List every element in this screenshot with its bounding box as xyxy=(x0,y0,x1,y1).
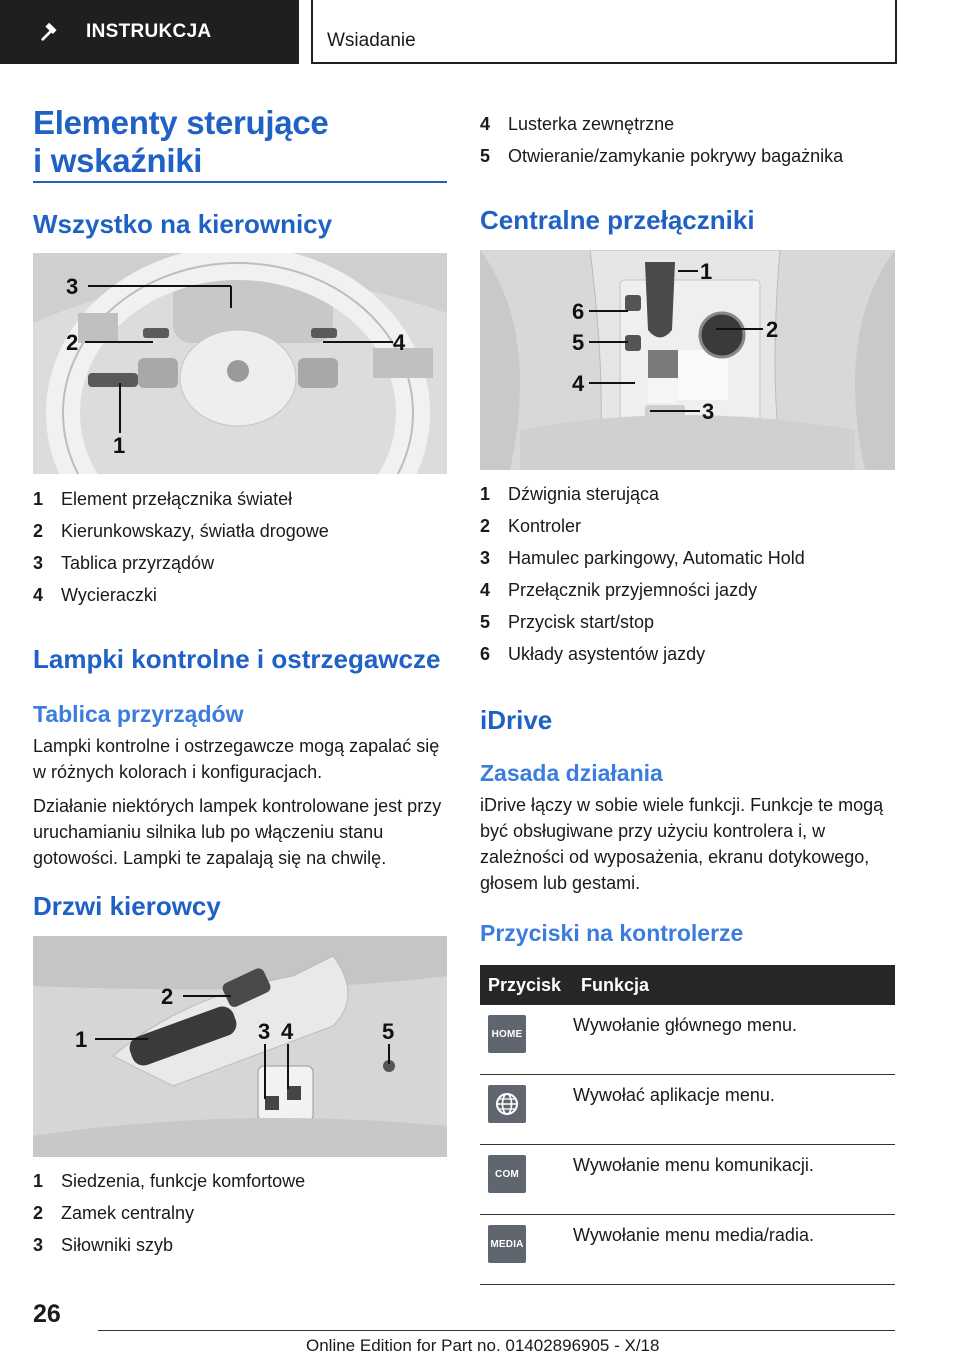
item-text: Układy asystentów jazdy xyxy=(508,644,706,664)
function-cell: Wywołać aplikacje menu. xyxy=(573,1075,895,1145)
center-console-photo xyxy=(480,250,895,470)
item-text: Wycieraczki xyxy=(61,585,157,605)
door-callout-3: 3 xyxy=(258,1019,271,1044)
page-title-line2: i wskaźniki xyxy=(33,142,203,179)
list-item xyxy=(480,144,843,176)
paragraph: iDrive łączy w sobie wiele funkcji. Funkcje te mogą być obsługiwane przy użyciu kontrolera i, w zależności od wyposażenia, ekranu dotykowego, głosem lub gestami. xyxy=(480,795,884,893)
console-callout-3: 3 xyxy=(702,399,715,424)
list-item xyxy=(33,551,329,583)
console-callout-5: 5 xyxy=(572,330,585,355)
item-text: Przełącznik przyjemności jazdy xyxy=(508,580,758,600)
steering-callout-4: 4 xyxy=(393,330,406,355)
table-header-row xyxy=(480,965,895,1005)
item-text: Otwieranie/zamykanie pokrywy bagażnika xyxy=(508,146,844,166)
instrument-subheading: Tablica przyrządów xyxy=(33,701,244,727)
table-row xyxy=(480,1005,895,1075)
steering-callout-3: 3 xyxy=(66,274,79,299)
item-number: 1 xyxy=(33,489,44,509)
item-text: Element przełącznika świateł xyxy=(61,489,293,509)
button-cell xyxy=(480,1005,573,1075)
apps-globe-icon xyxy=(488,1085,526,1123)
list-item xyxy=(33,487,329,519)
item-number: 6 xyxy=(480,644,491,664)
item-number: 3 xyxy=(33,553,44,573)
door-panel-photo xyxy=(33,936,447,1157)
principle-subheading: Zasada działania xyxy=(480,760,663,786)
button-cell xyxy=(480,1215,573,1285)
item-text: Kontroler xyxy=(508,516,582,536)
item-number: 3 xyxy=(33,1235,44,1255)
lamps-heading: Lampki kontrolne i ostrzegawcze xyxy=(33,644,441,674)
door-heading: Drzwi kierowcy xyxy=(33,891,221,921)
item-number: 1 xyxy=(480,484,491,504)
steering-list xyxy=(33,487,329,615)
door-callout-2: 2 xyxy=(161,984,174,1009)
item-text: Kierunkowskazy, światła drogowe xyxy=(61,521,329,541)
list-item xyxy=(33,519,329,551)
item-number: 5 xyxy=(480,612,491,632)
steering-callout-2: 2 xyxy=(66,330,79,355)
list-item xyxy=(33,583,329,615)
list-item xyxy=(480,482,805,514)
list-item xyxy=(33,1233,305,1265)
list-item xyxy=(480,514,805,546)
item-number: 4 xyxy=(33,585,44,605)
table-row xyxy=(480,1075,895,1145)
column-header-function: Funkcja xyxy=(573,965,895,1005)
console-heading: Centralne przełączniki xyxy=(480,205,755,235)
door-list xyxy=(33,1169,305,1265)
paragraph: Lampki kontrolne i ostrzegawcze mogą zapalać się w różnych kolorach i konfiguracjach. xyxy=(33,736,440,782)
button-cell xyxy=(480,1145,573,1215)
list-item xyxy=(480,578,805,610)
console-callout-6: 6 xyxy=(572,299,585,324)
item-number: 2 xyxy=(33,1203,44,1223)
buttons-subheading: Przyciski na kontrolerze xyxy=(480,920,744,946)
paragraph: Działanie niektórych lampek kontrolowane jest przy uruchamianiu silnika lub po włączeniu stanu gotowości. Lampki te zapalają się na chwilę. xyxy=(33,796,442,868)
item-text: Zamek centralny xyxy=(61,1203,195,1223)
section-tab[interactable] xyxy=(311,0,897,64)
console-callout-1: 1 xyxy=(700,259,713,284)
com-button-icon: COM xyxy=(488,1155,526,1193)
list-item xyxy=(480,642,805,674)
item-text: Tablica przyrządów xyxy=(61,553,215,573)
table-row xyxy=(480,1145,895,1215)
item-number: 1 xyxy=(33,1171,44,1191)
item-text: Lusterka zewnętrzne xyxy=(508,114,675,134)
door-callout-5: 5 xyxy=(382,1019,395,1044)
console-callout-4: 4 xyxy=(572,371,585,396)
item-number: 2 xyxy=(480,516,491,536)
item-number: 4 xyxy=(480,580,491,600)
door-callout-1: 1 xyxy=(75,1027,88,1052)
page-number: 26 xyxy=(33,1300,61,1328)
item-text: Siłowniki szyb xyxy=(61,1235,174,1255)
door-list-continued xyxy=(480,112,843,176)
media-button-icon: MEDIA xyxy=(488,1225,526,1263)
list-item xyxy=(480,610,805,642)
list-item xyxy=(33,1169,305,1201)
item-number: 3 xyxy=(480,548,491,568)
door-callout-4: 4 xyxy=(281,1019,294,1044)
item-text: Siedzenia, funkcje komfortowe xyxy=(61,1171,306,1191)
manual-tab-label: INSTRUKCJA xyxy=(86,21,212,42)
item-number: 5 xyxy=(480,146,491,166)
steering-wheel-photo xyxy=(33,253,447,474)
button-cell xyxy=(480,1075,573,1145)
section-tab-label: Wsiadanie xyxy=(327,30,416,51)
list-item xyxy=(480,546,805,578)
function-cell: Wywołanie menu komunikacji. xyxy=(573,1145,895,1215)
console-callout-2: 2 xyxy=(766,317,779,342)
footer-rule xyxy=(98,1330,895,1331)
list-item xyxy=(33,1201,305,1233)
manual-tab[interactable] xyxy=(0,0,299,64)
instrument-text xyxy=(33,733,447,879)
item-number: 2 xyxy=(33,521,44,541)
idrive-heading: iDrive xyxy=(480,705,553,735)
principle-text xyxy=(480,792,898,904)
function-cell: Wywołanie menu media/radia. xyxy=(573,1215,895,1285)
steering-callout-1: 1 xyxy=(113,433,126,458)
page-title-line1: Elementy sterujące xyxy=(33,104,329,141)
item-text: Hamulec parkingowy, Automatic Hold xyxy=(508,548,805,568)
list-item xyxy=(480,112,843,144)
item-text: Przycisk start/stop xyxy=(508,612,655,632)
wrench-icon xyxy=(40,21,62,43)
item-number: 4 xyxy=(480,114,491,134)
function-cell: Wywołanie głównego menu. xyxy=(573,1005,895,1075)
controller-buttons-table xyxy=(480,965,895,1285)
item-text: Dźwignia sterująca xyxy=(508,484,660,504)
title-rule xyxy=(33,181,447,183)
table-row xyxy=(480,1215,895,1285)
column-header-button: Przycisk xyxy=(480,965,573,1005)
console-list xyxy=(480,482,805,674)
edition-text: Online Edition for Part no. 01402896905 - X/18 xyxy=(306,1336,660,1355)
steering-heading: Wszystko na kierownicy xyxy=(33,209,333,239)
page-title xyxy=(33,104,328,180)
home-button-icon: HOME xyxy=(488,1015,526,1053)
